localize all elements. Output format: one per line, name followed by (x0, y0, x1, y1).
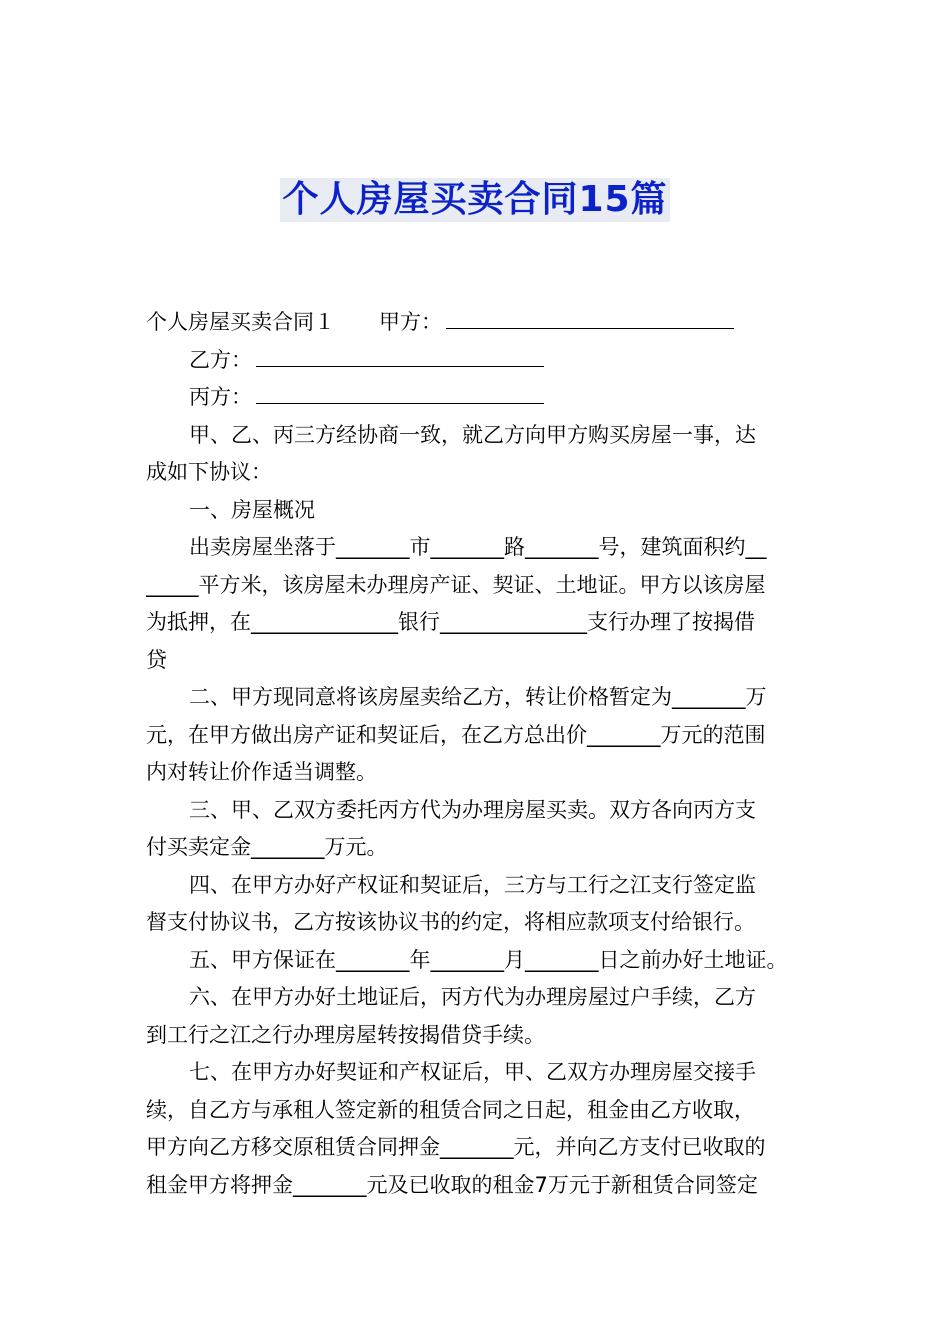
line-text: 甲、乙、丙三方经协商一致，就乙方向甲方购买房屋一事，达 (189, 422, 756, 447)
line-text: 六、在甲方办好土地证后，丙方代为办理房屋过户手续，乙方 (189, 985, 756, 1009)
text-line (146, 379, 810, 417)
line-text: 贷 (146, 647, 167, 672)
line-text: 内对转让价作适当调整。 (146, 760, 377, 784)
text-line (146, 1054, 810, 1092)
text-line (146, 867, 810, 905)
line-text: 续，自乙方与承租人签定新的租赁合同之日起，租金由乙方收取， (146, 1097, 755, 1122)
line-text: _____平方米，该房屋未办理房产证、契证、土地证。甲方以该房屋 (146, 572, 766, 597)
line-text: 元，在甲方做出房产证和契证后，在乙方总出价_______万元的范围 (146, 722, 766, 747)
text-line (146, 829, 810, 867)
text-line (146, 1129, 810, 1167)
line-text: 为抵押，在______________银行______________支行办理了按揭借 (146, 610, 755, 634)
line-text: 成如下协议： (146, 460, 272, 484)
line-text: 三、甲、乙双方委托丙方代为办理房屋买卖。双方各向丙方支 (189, 797, 756, 822)
text-line (146, 1092, 810, 1130)
fill-in-blank (256, 381, 544, 404)
line-text: 督支付协议书，乙方按该协议书的约定，将相应款项支付给银行。 (146, 910, 755, 934)
text-line (146, 904, 810, 942)
text-line (146, 604, 810, 642)
text-line (146, 1017, 810, 1055)
text-line (146, 679, 810, 717)
text-line (146, 342, 810, 380)
text-line (146, 304, 810, 342)
line-text: 甲方向乙方移交原租赁合同押金_______元，并向乙方支付已收取的 (146, 1135, 766, 1159)
text-line (146, 1167, 810, 1205)
text-line (146, 979, 810, 1017)
line-text: 出卖房屋坐落于_______市_______路_______号，建筑面积约__ (189, 535, 767, 559)
text-line (146, 567, 810, 605)
line-text: 二、甲方现同意将该房屋卖给乙方，转让价格暂定为_______万 (189, 685, 767, 709)
line-text: 一、房屋概况 (189, 497, 315, 522)
text-line (146, 529, 810, 567)
text-line (146, 454, 810, 492)
line-text: 个人房屋买卖合同１ (146, 310, 335, 334)
text-line (146, 417, 810, 455)
document-title: 个人房屋买卖合同15篇 (282, 179, 668, 220)
fill-in-blank (446, 306, 734, 329)
text-line (146, 642, 810, 680)
text-line (146, 717, 810, 755)
line-text: 租金甲方将押金_______元及已收取的租金7万元于新租赁合同签定 (146, 1172, 758, 1197)
line-text: 丙方： (189, 385, 252, 409)
fill-in-blank (256, 344, 544, 367)
line-text: 七、在甲方办好契证和产权证后，甲、乙双方办理房屋交接手 (189, 1060, 756, 1084)
line-text: 四、在甲方办好产权证和契证后，三方与工行之江支行签定监 (189, 872, 756, 897)
line-text: 到工行之江之行办理房屋转按揭借贷手续。 (146, 1022, 545, 1047)
text-line (146, 754, 810, 792)
text-line (146, 942, 810, 980)
document-body (146, 304, 810, 1204)
title-container (0, 178, 950, 222)
party-a-label: 甲方： (379, 310, 442, 334)
line-text: 付买卖定金_______万元。 (146, 835, 388, 859)
text-line (146, 792, 810, 830)
text-line (146, 492, 810, 530)
line-text: 五、甲方保证在_______年_______月_______日之前办好土地证。 (189, 947, 788, 972)
line-text: 乙方： (189, 347, 252, 372)
